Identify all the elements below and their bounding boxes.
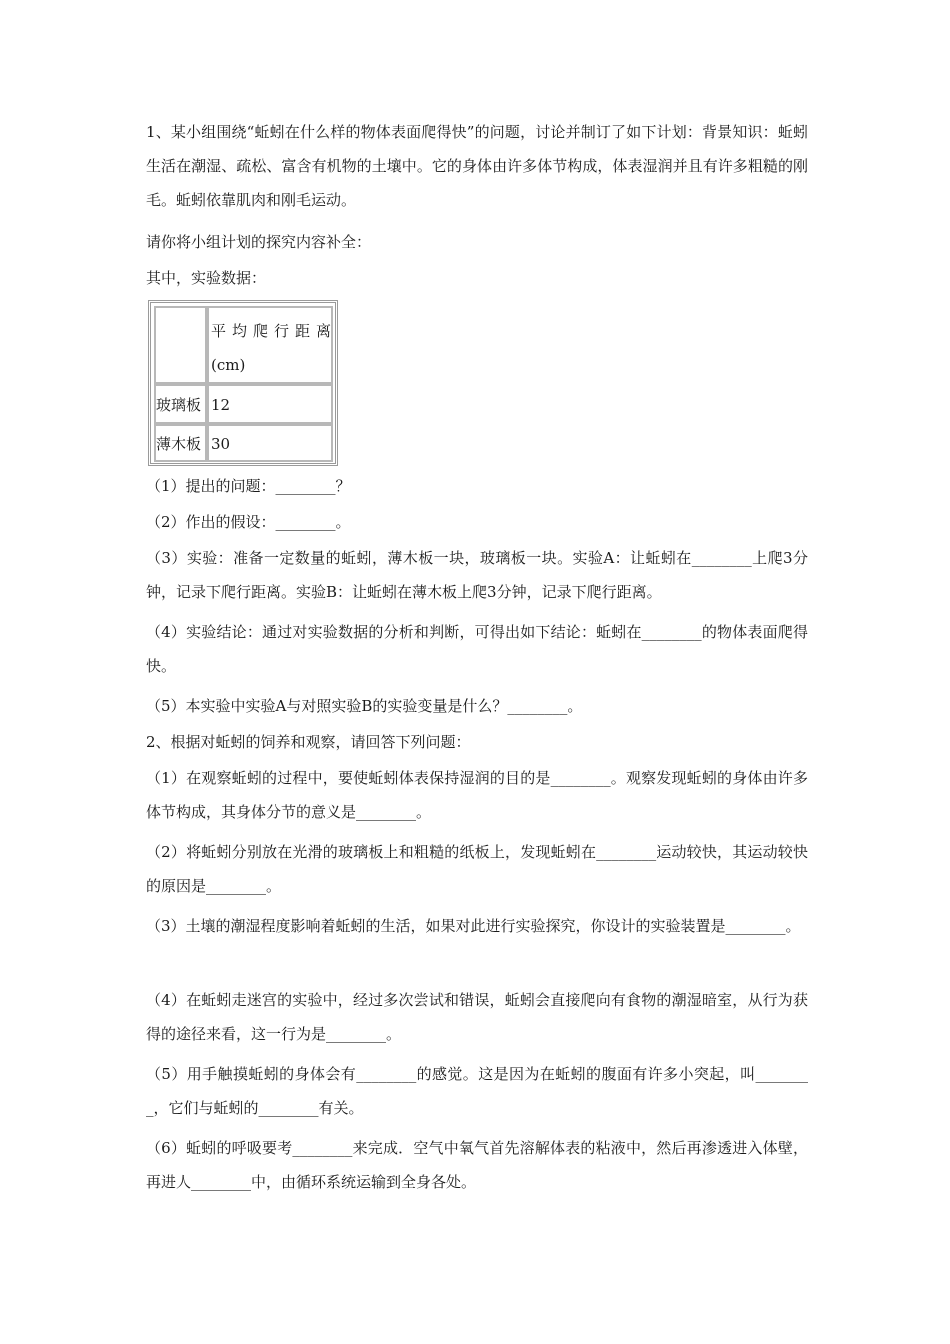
question-2-intro: 2、根据对蚯蚓的饲养和观察，请回答下列问题：: [146, 733, 471, 751]
question-2-item-3: （3）土壤的潮湿程度影响着蚯蚓的生活，如果对此进行实验探究，你设计的实验装置是________。: [146, 917, 801, 935]
question-1-item-2: （2）作出的假设：________。: [146, 513, 351, 531]
question-2-item-4: （4）在蚯蚓走迷宫的实验中，经过多次尝试和错误，蚯蚓会直接爬向有食物的潮湿暗室，从行为获得的途径来看，这一行为是________。: [146, 991, 808, 1043]
question-1-item-4: （4）实验结论：通过对实验数据的分析和判断，可得出如下结论：蚯蚓在________的物体表面爬得快。: [146, 623, 808, 675]
table-row-value: 30: [207, 424, 333, 462]
table-row-value: 12: [207, 384, 333, 424]
question-2-item-1: （1）在观察蚯蚓的过程中，要使蚯蚓体表保持湿润的目的是________。观察发现蚯蚓的身体由许多体节构成，其身体分节的意义是________。: [146, 769, 808, 821]
question-2-item-6: （6）蚯蚓的呼吸要考________来完成．空气中氧气首先溶解体表的粘液中，然后再渗透进入体壁，再进人________中，由循环系统运输到全身各处。: [146, 1139, 808, 1191]
table-row-label: 薄木板: [154, 424, 207, 462]
data-table: [148, 300, 338, 466]
data-intro: 其中，实验数据：: [146, 269, 267, 287]
table-header-unit: (cm): [211, 356, 246, 374]
question-2-item-2: （2）将蚯蚓分别放在光滑的玻璃板上和粗糙的纸板上，发现蚯蚓在________运动较快，其运动较快的原因是________。: [146, 843, 808, 895]
table-header-cell: [207, 306, 338, 384]
question-2-item-5: （5）用手触摸蚯蚓的身体会有________的感觉。这是因为在蚯蚓的腹面有许多小突起，叫________，它们与蚯蚓的________有关。: [146, 1065, 808, 1117]
question-1-item-3: （3）实验：准备一定数量的蚯蚓，薄木板一块，玻璃板一块。实验A：让蚯蚓在________上爬3分钟，记录下爬行距离。实验B：让蚯蚓在薄木板上爬3分钟，记录下爬行距离。: [146, 549, 808, 601]
question-1-item-1: （1）提出的问题：________？: [146, 477, 351, 495]
question-1-prompt: 请你将小组计划的探究内容补全：: [146, 233, 372, 251]
question-1-intro: 1、某小组围绕“蚯蚓在什么样的物体表面爬得快”的问题，讨论并制订了如下计划：背景知识：蚯蚓生活在潮湿、疏松、富含有机物的土壤中。它的身体由许多体节构成，体表湿润并且有许多粗糙的刚毛。蚯蚓依靠肌肉和刚毛运动。: [146, 123, 808, 209]
table-header-text: 平均爬行距离: [211, 322, 338, 340]
table-row-label: 玻璃板: [154, 384, 207, 424]
question-1-item-5: （5）本实验中实验A与对照实验B的实验变量是什么？________。: [146, 697, 583, 715]
table-corner-cell: [154, 306, 207, 384]
